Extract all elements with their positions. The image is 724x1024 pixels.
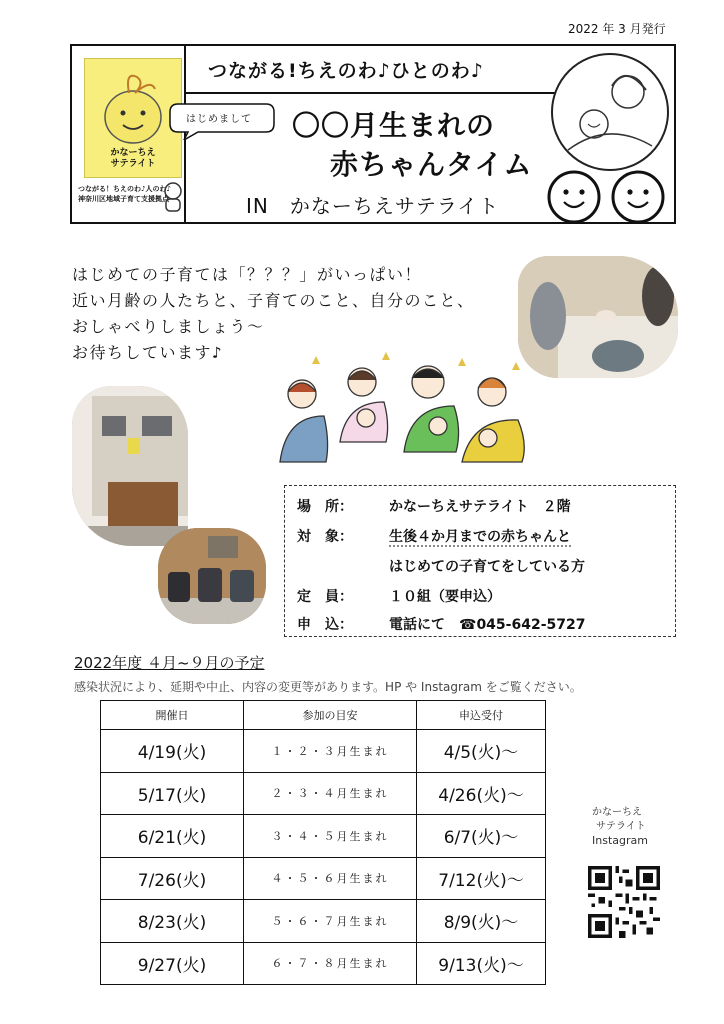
apply-start: 8/9(火)～ — [417, 900, 546, 943]
mascot-icon — [160, 180, 186, 214]
intro-line: はじめての子育ては「？？？」がいっぱい！ — [72, 265, 423, 284]
instagram-qr-code-icon[interactable] — [588, 866, 660, 938]
target-months: ３・４・５月生まれ — [244, 815, 417, 858]
org-line-1: つながる！ちえのわ♪人のわ♪ — [78, 185, 171, 193]
apply-start: 9/13(火)～ — [417, 942, 546, 985]
event-date: 5/17(火) — [101, 772, 244, 815]
target-months: １・２・３月生まれ — [244, 730, 417, 773]
target-months: ２・３・４月生まれ — [244, 772, 417, 815]
slogan: つながる!ちえのわ♪ひとのわ♪ — [208, 60, 484, 82]
header-target-months: 参加の目安 — [244, 701, 417, 730]
table-row — [101, 942, 546, 985]
event-photo-scene — [518, 256, 678, 378]
issue-date: 2022 年 3 月発行 — [568, 22, 666, 36]
parents-illustration — [266, 352, 530, 472]
event-date: 6/21(火) — [101, 815, 244, 858]
target-months: ５・６・７月生まれ — [244, 900, 417, 943]
info-place — [297, 496, 571, 516]
intro-text — [72, 262, 475, 366]
intro-line: お待ちしています♪ — [72, 343, 224, 362]
event-date: 7/26(火) — [101, 857, 244, 900]
info-capacity — [297, 586, 501, 606]
logo-label: かなーちえ サテライト — [110, 148, 156, 169]
header-date: 開催日 — [101, 701, 244, 730]
apply-label: 申 込： — [297, 617, 353, 633]
table-row — [101, 900, 546, 943]
apply-start: 4/5(火)～ — [417, 730, 546, 773]
stroller-photo — [158, 528, 266, 624]
apply-start: 7/12(火)～ — [417, 857, 546, 900]
apply-start: 6/7(火)～ — [417, 815, 546, 858]
apply-start: 4/26(火)～ — [417, 772, 546, 815]
intro-line: 近い月齢の人たちと、子育てのこと、自分のこと、 — [72, 291, 475, 310]
place-value: かなーちえサテライト ２階 — [389, 499, 571, 515]
event-photo — [518, 256, 678, 378]
event-date: 9/27(火) — [101, 942, 244, 985]
smiling-faces-icon — [542, 168, 672, 226]
event-info — [284, 485, 676, 637]
info-apply — [297, 614, 585, 634]
table-header-row — [101, 701, 546, 730]
apply-value: 電話にて ☎045-642-5727 — [389, 617, 586, 633]
title-line-2: 赤ちゃんタイム — [330, 148, 533, 181]
capacity-label: 定 員： — [297, 589, 353, 605]
schedule-note: 感染状況により、延期や中止、内容の変更等があります。HP や Instagram をご覧ください。 — [74, 680, 582, 694]
event-date: 8/23(火) — [101, 900, 244, 943]
info-target — [297, 526, 571, 546]
instagram-line-2: サテライト — [596, 821, 646, 832]
table-row — [101, 857, 546, 900]
instagram-label — [592, 806, 648, 848]
info-target-2 — [389, 556, 585, 576]
schedule-title: 2022年度 ４月~９月の予定 — [74, 654, 265, 672]
schedule-table — [100, 700, 546, 985]
bubble-text: はじめまして — [186, 114, 252, 125]
target-months: ４・５・６月生まれ — [244, 857, 417, 900]
header-apply-start: 申込受付 — [417, 701, 546, 730]
instagram-line-1: かなーちえ — [592, 807, 642, 818]
target-value-1: 生後４か月までの赤ちゃんと — [389, 529, 571, 545]
target-label: 対 象： — [297, 529, 353, 545]
place-label: 場 所： — [297, 499, 353, 515]
target-months: ６・７・８月生まれ — [244, 942, 417, 985]
title-line-1: 〇〇月生まれの — [292, 109, 496, 142]
table-row — [101, 730, 546, 773]
building-photo-scene — [72, 386, 188, 546]
intro-line: おしゃべりしましょう～ — [72, 317, 265, 336]
mother-baby-illustration — [548, 50, 672, 174]
venue-line: IN かなーちえサテライト — [246, 194, 500, 218]
table-row — [101, 772, 546, 815]
logo-character-icon — [85, 59, 181, 149]
event-date: 4/19(火) — [101, 730, 244, 773]
target-value-2: はじめての子育てをしている方 — [389, 559, 585, 575]
table-row — [101, 815, 546, 858]
stroller-photo-scene — [158, 528, 266, 624]
capacity-value: １０組（要申込） — [389, 589, 501, 605]
instagram-line-3: Instagram — [592, 834, 648, 847]
org-line-2: 神奈川区地域子育て支援拠点 — [78, 195, 169, 203]
building-photo — [72, 386, 188, 546]
